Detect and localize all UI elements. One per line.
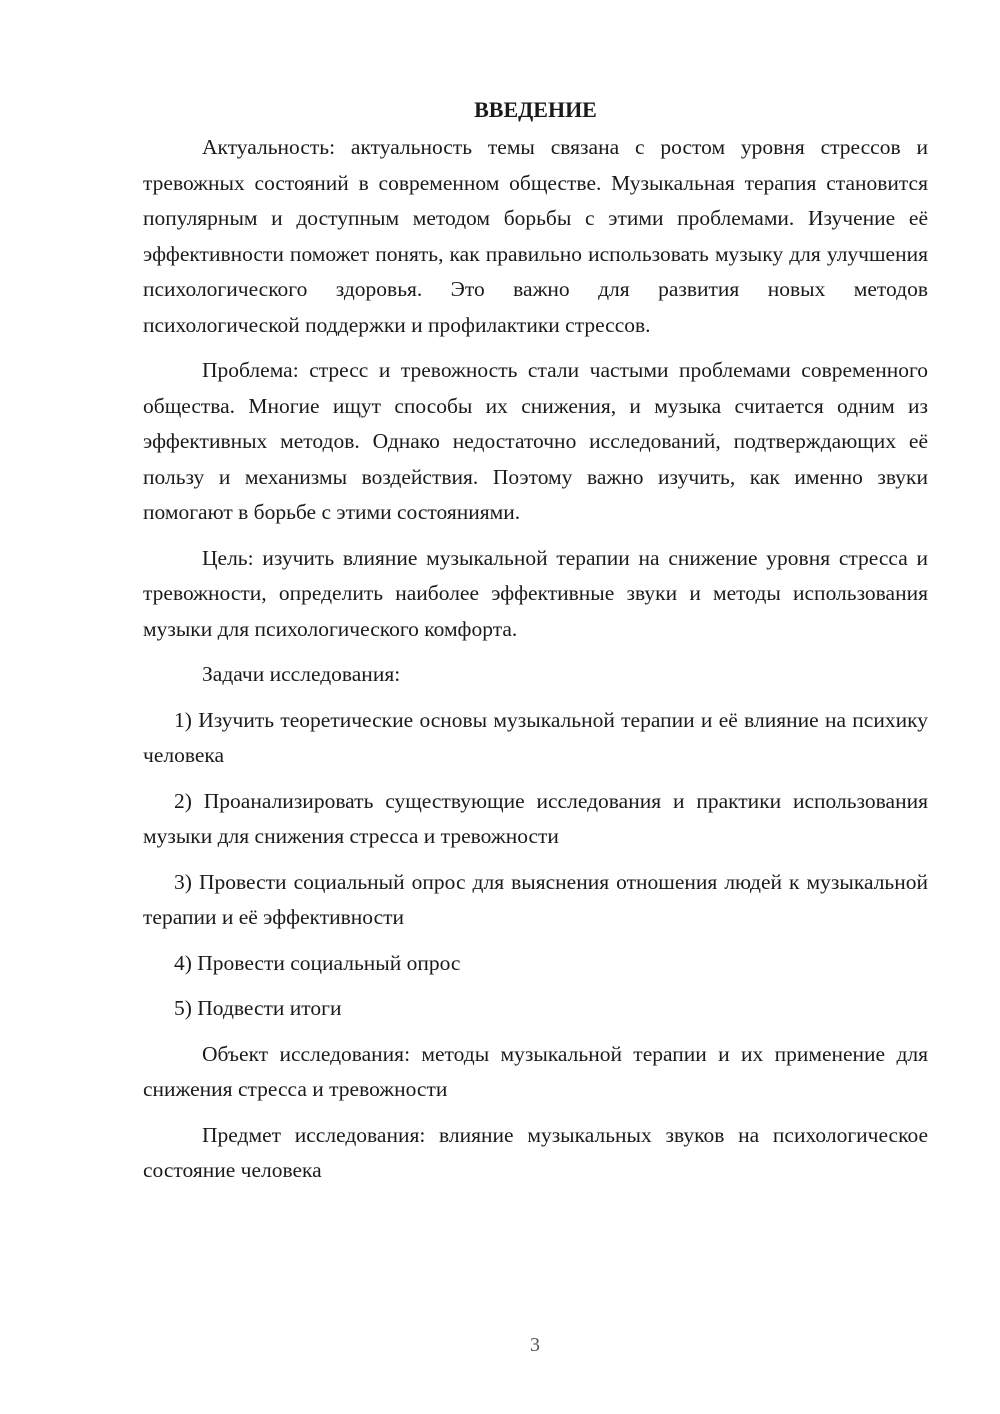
- document-page: [143, 92, 928, 1199]
- task-item-2: 2) Проанализировать существующие исследования и практики использования музыки для снижения стресса и тревожности: [143, 788, 928, 848]
- paragraph-problem: Проблема: стресс и тревожность стали частыми проблемами современного общества. Многие ищут способы их снижения, и музыка считается одним из эффективных методов. Однако недостаточно исследований, подтверждающих её пользу и механизмы воздействия. Поэтому важно изучить, как именно звуки помогают в борьбе с этими состояниями.: [143, 358, 928, 524]
- task-item-4: 4) Провести социальный опрос: [174, 950, 461, 975]
- paragraph-object: Объект исследования: методы музыкальной терапии и их применение для снижения стресса и тревожности: [143, 1041, 928, 1101]
- task-item-3: 3) Провести социальный опрос для выяснения отношения людей к музыкальной терапии и её эффективности: [143, 869, 928, 929]
- task-item-5: 5) Подвести итоги: [174, 996, 342, 1020]
- page-number: 3: [530, 1334, 540, 1356]
- paragraph-relevance: Актуальность: актуальность темы связана с ростом уровня стрессов и тревожных состояний в современном обществе. Музыкальная терапия становится популярным и доступным методом борьбы с этими проблемами. Изучение её эффективности поможет понять, как правильно использовать музыку для улучшения психологического здоровья. Это важно для развития новых методов психологической поддержки и профилактики стрессов.: [143, 135, 928, 337]
- paragraph-subject: Предмет исследования: влияние музыкальных звуков на психологическое состояние человека: [143, 1122, 928, 1182]
- tasks-heading: Задачи исследования:: [202, 662, 401, 686]
- task-item-1: 1) Изучить теоретические основы музыкальной терапии и её влияние на психику человека: [143, 707, 928, 767]
- paragraph-goal: Цель: изучить влияние музыкальной терапии на снижение уровня стресса и тревожности, определить наиболее эффективные звуки и методы использования музыки для психологического комфорта.: [143, 545, 928, 641]
- page-title: ВВЕДЕНИЕ: [474, 97, 597, 122]
